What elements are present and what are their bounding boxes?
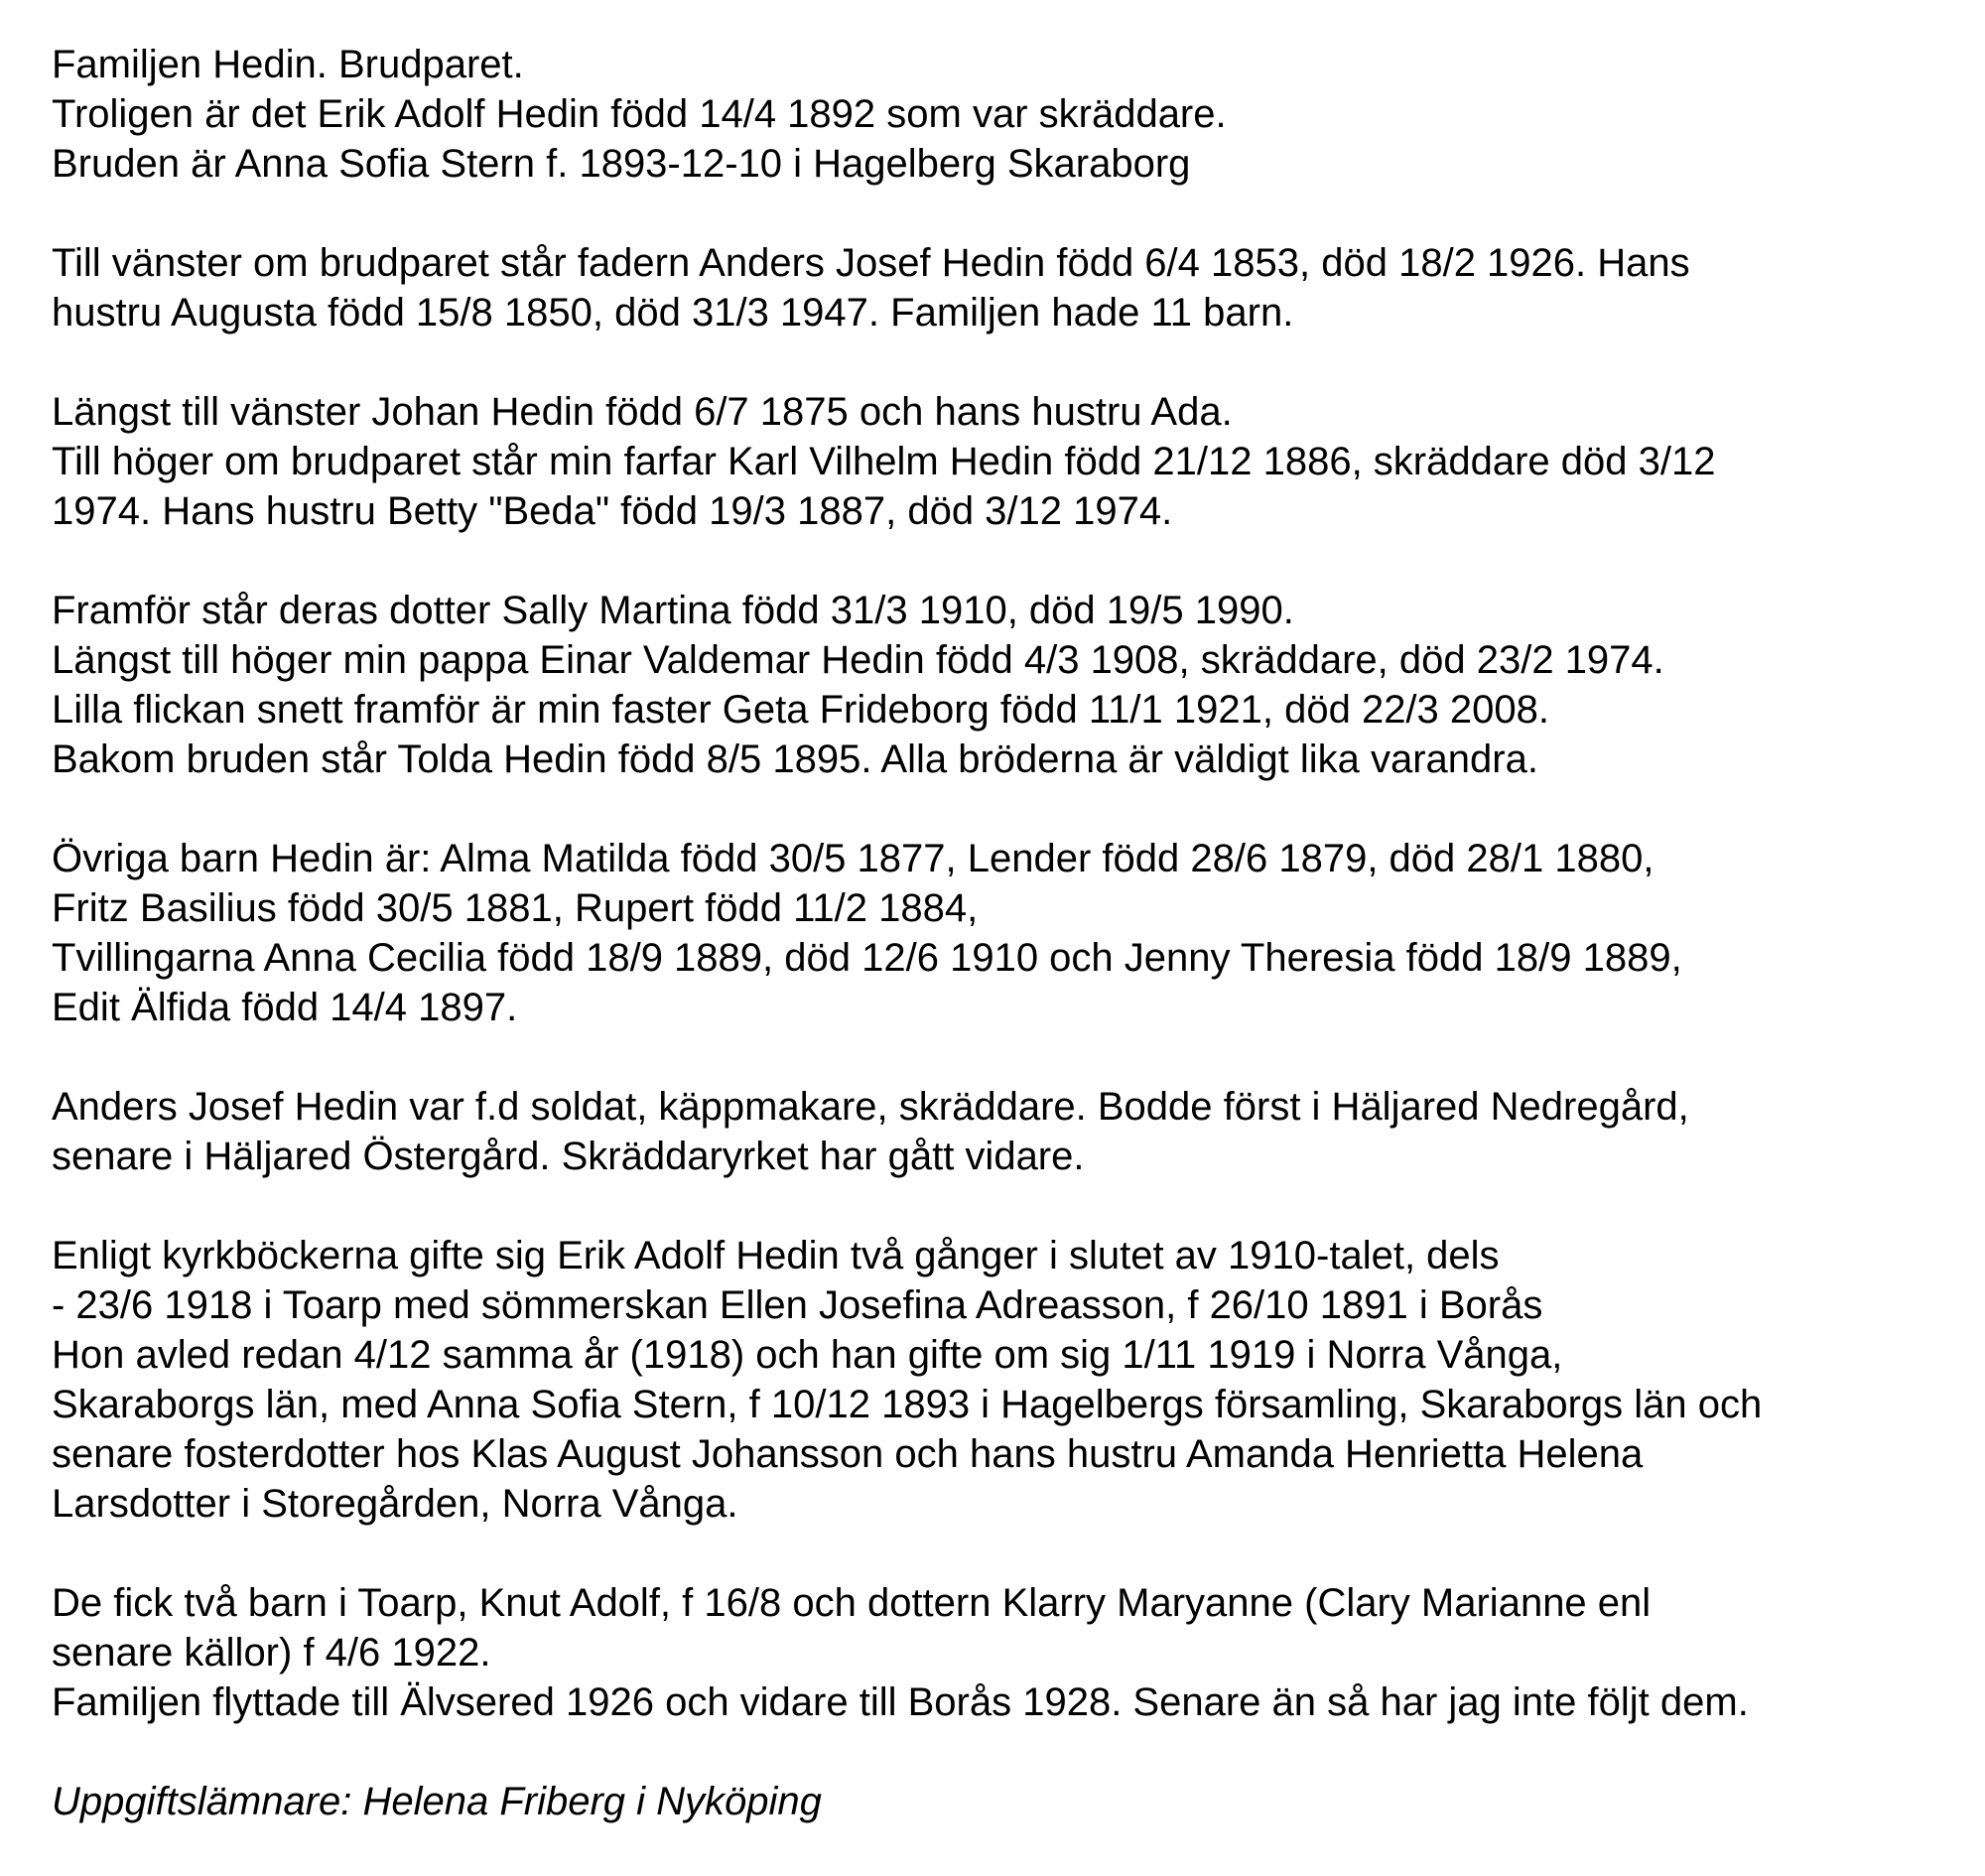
text-line: Till höger om brudparet står min farfar Karl Vilhelm Hedin född 21/12 1886, skräddare död 3/12 (52, 440, 1716, 483)
paragraph-parents (52, 238, 1967, 337)
text-line: Familjen Hedin. Brudparet. (52, 43, 524, 86)
text-line: Troligen är det Erik Adolf Hedin född 14/4 1892 som var skräddare. (52, 92, 1227, 136)
text-line: Anders Josef Hedin var f.d soldat, käppmakare, skräddare. Bodde först i Häljared Nedregård, (52, 1085, 1689, 1129)
paragraph-children-move (52, 1578, 1967, 1727)
text-line: Längst till höger min pappa Einar Valdemar Hedin född 4/3 1908, skräddare, död 23/2 1974. (52, 638, 1664, 682)
text-line: Larsdotter i Storegården, Norra Vånga. (52, 1482, 738, 1526)
text-line: senare i Häljared Östergård. Skräddaryrket har gått vidare. (52, 1135, 1085, 1178)
text-line: - 23/6 1918 i Toarp med sömmerskan Ellen Josefina Adreasson, f 26/10 1891 i Borås (52, 1283, 1543, 1327)
text-line: De fick två barn i Toarp, Knut Adolf, f 16/8 och dottern Klarry Maryanne (Clary Marianne enl (52, 1581, 1652, 1625)
paragraph-anders-josef (52, 1082, 1967, 1181)
text-line: senare fosterdotter hos Klas August Johansson och hans hustru Amanda Henrietta Helena (52, 1432, 1644, 1476)
text-line: Längst till vänster Johan Hedin född 6/7 1875 och hans hustru Ada. (52, 390, 1233, 434)
text-line: Bakom bruden står Tolda Hedin född 8/5 1895. Alla bröderna är väldigt lika varandra. (52, 737, 1538, 781)
text-line: Framför står deras dotter Sally Martina född 31/3 1910, död 19/5 1990. (52, 589, 1294, 632)
text-line: Lilla flickan snett framför är min faster Geta Frideborg född 11/1 1921, död 22/3 2008. (52, 688, 1550, 732)
paragraph-church-records (52, 1231, 1967, 1529)
source-credit (52, 1777, 1967, 1826)
text-line: hustru Augusta född 15/8 1850, död 31/3 1947. Familjen hade 11 barn. (52, 291, 1294, 335)
text-line: Familjen flyttade till Älvsered 1926 och vidare till Borås 1928. Senare än så har jag inte följt dem. (52, 1680, 1749, 1724)
paragraph-front-row (52, 586, 1967, 784)
text-line: Övriga barn Hedin är: Alma Matilda född 30/5 1877, Lender född 28/6 1879, död 28/1 1880, (52, 837, 1654, 880)
text-line: senare källor) f 4/6 1922. (52, 1631, 491, 1675)
source-credit-text: Uppgiftslämnare: Helena Friberg i Nyköping (52, 1780, 822, 1823)
text-line: Skaraborgs län, med Anna Sofia Stern, f 10/12 1893 i Hagelbergs församling, Skaraborgs län och (52, 1383, 1763, 1426)
paragraph-other-children (52, 834, 1967, 1032)
text-line: Till vänster om brudparet står fadern Anders Josef Hedin född 6/4 1853, död 18/2 1926. Hans (52, 241, 1690, 285)
text-line: Edit Älfida född 14/4 1897. (52, 986, 518, 1029)
text-line: Fritz Basilius född 30/5 1881, Rupert född 11/2 1884, (52, 886, 979, 930)
text-line: 1974. Hans hustru Betty "Beda" född 19/3 1887, död 3/12 1974. (52, 489, 1173, 533)
text-line: Enligt kyrkböckerna gifte sig Erik Adolf Hedin två gånger i slutet av 1910-talet, dels (52, 1234, 1500, 1277)
text-line: Hon avled redan 4/12 samma år (1918) och han gifte om sig 1/11 1919 i Norra Vånga, (52, 1333, 1563, 1377)
text-line: Tvillingarna Anna Cecilia född 18/9 1889, död 12/6 1910 och Jenny Theresia född 18/9 1889, (52, 936, 1682, 980)
paragraph-brothers (52, 387, 1967, 536)
paragraph-intro (52, 40, 1967, 189)
document-body (52, 40, 1967, 1876)
text-line: Bruden är Anna Sofia Stern f. 1893-12-10 i Hagelberg Skaraborg (52, 142, 1191, 186)
